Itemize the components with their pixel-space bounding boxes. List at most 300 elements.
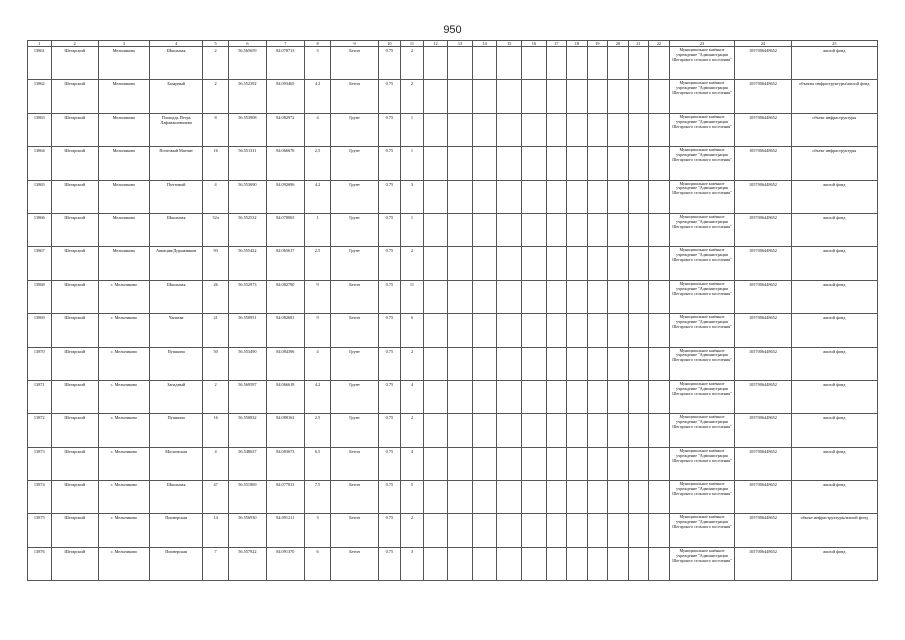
empty-cell [587, 280, 608, 313]
length-cell: 1 [304, 213, 331, 246]
empty-cell [649, 280, 670, 313]
empty-cell [472, 80, 497, 113]
column-number: 25 [791, 41, 877, 47]
empty-cell [587, 414, 608, 447]
empty-cell [497, 280, 522, 313]
longitude-cell: 84.066618 [266, 380, 304, 413]
empty-cell [649, 414, 670, 447]
empty-cell [522, 80, 547, 113]
empty-cell [472, 113, 497, 146]
row-id: 13869 [28, 314, 52, 347]
longitude-cell: 84.082681 [266, 314, 304, 347]
column-number: 5 [203, 41, 229, 47]
empty-cell [423, 213, 448, 246]
width-cell: 0.75 [378, 514, 401, 547]
width-cell: 0.75 [378, 80, 401, 113]
empty-cell [448, 113, 473, 146]
purpose-cell: жилой фонд [791, 547, 877, 580]
empty-cell [497, 414, 522, 447]
column-number: 3 [98, 41, 149, 47]
table-row [28, 414, 878, 447]
latitude-cell: 56.556930 [228, 514, 266, 547]
empty-cell [448, 247, 473, 280]
purpose-cell: жилой фонд [791, 481, 877, 514]
table-row [28, 113, 878, 146]
cover-cell: Бетон [331, 547, 378, 580]
empty-cell [522, 247, 547, 280]
width-cell: 0.75 [378, 280, 401, 313]
longitude-cell: 84.066676 [266, 147, 304, 180]
house-cell: 26 [203, 280, 229, 313]
owner-organization-cell: Муниципальное казённое учреждение "Администрация Шегарского сельского поселения" [669, 113, 735, 146]
district-cell: Шегарский [51, 180, 98, 213]
column-number: 7 [266, 41, 304, 47]
count-cell: 3 [401, 180, 424, 213]
empty-cell [608, 247, 629, 280]
empty-cell [649, 113, 670, 146]
empty-cell [522, 447, 547, 480]
empty-cell [423, 247, 448, 280]
length-cell: 9 [304, 314, 331, 347]
district-cell: Шегарский [51, 414, 98, 447]
ogrn-cell: 1057006448652 [735, 347, 791, 380]
column-number: 14 [472, 41, 497, 47]
house-cell: 16 [203, 414, 229, 447]
empty-cell [567, 280, 588, 313]
row-id: 13866 [28, 213, 52, 246]
empty-cell [608, 414, 629, 447]
empty-cell [497, 314, 522, 347]
district-cell: Шегарский [51, 47, 98, 80]
column-number: 13 [448, 41, 473, 47]
empty-cell [628, 213, 649, 246]
street-cell: Школьная [150, 213, 203, 246]
empty-cell [608, 314, 629, 347]
ogrn-cell: 1057006448652 [735, 280, 791, 313]
street-cell: Пионерская [150, 547, 203, 580]
empty-cell [587, 547, 608, 580]
table-row [28, 314, 878, 347]
latitude-cell: 56.555422 [228, 247, 266, 280]
empty-cell [608, 47, 629, 80]
empty-cell [546, 147, 567, 180]
district-cell: Шегарский [51, 113, 98, 146]
empty-cell [448, 314, 473, 347]
empty-cell [423, 314, 448, 347]
empty-cell [628, 414, 649, 447]
purpose-cell: объекты инфраструктуры/жилой фонд [791, 80, 877, 113]
count-cell: 4 [401, 380, 424, 413]
table-row [28, 247, 878, 280]
cover-cell: Бетон [331, 80, 378, 113]
longitude-cell: 84.088162 [266, 414, 304, 447]
table-row [28, 80, 878, 113]
locality-cell: с. Мельниково [98, 481, 149, 514]
empty-cell [567, 514, 588, 547]
empty-cell [448, 213, 473, 246]
empty-cell [497, 213, 522, 246]
empty-cell [448, 481, 473, 514]
empty-cell [423, 447, 448, 480]
street-cell: Пушкина [150, 414, 203, 447]
length-cell: 2.5 [304, 247, 331, 280]
table-row [28, 280, 878, 313]
empty-cell [567, 47, 588, 80]
district-cell: Шегарский [51, 514, 98, 547]
empty-cell [522, 414, 547, 447]
empty-cell [649, 447, 670, 480]
house-cell: 2 [203, 380, 229, 413]
empty-cell [497, 447, 522, 480]
empty-cell [567, 347, 588, 380]
empty-cell [649, 47, 670, 80]
empty-cell [628, 347, 649, 380]
owner-organization-cell: Муниципальное казённое учреждение "Администрация Шегарского сельского поселения" [669, 147, 735, 180]
empty-cell [567, 314, 588, 347]
latitude-cell: 56.569597 [228, 380, 266, 413]
width-cell: 0.75 [378, 180, 401, 213]
district-cell: Шегарский [51, 147, 98, 180]
length-cell: 4 [304, 113, 331, 146]
latitude-cell: 56.552392 [228, 80, 266, 113]
length-cell: 4,2 [304, 380, 331, 413]
empty-cell [448, 380, 473, 413]
column-number: 24 [735, 41, 791, 47]
column-number: 2 [51, 41, 98, 47]
empty-cell [497, 514, 522, 547]
cover-cell: Грунт [331, 247, 378, 280]
empty-cell [587, 447, 608, 480]
table-row [28, 213, 878, 246]
ogrn-cell: 1057006448652 [735, 213, 791, 246]
cover-cell: Грунт [331, 113, 378, 146]
length-cell: 7.5 [304, 481, 331, 514]
empty-cell [522, 547, 547, 580]
count-cell: 11 [401, 280, 424, 313]
empty-cell [587, 113, 608, 146]
count-cell: 2 [401, 514, 424, 547]
empty-cell [423, 47, 448, 80]
ogrn-cell: 1057006448652 [735, 514, 791, 547]
empty-cell [472, 280, 497, 313]
empty-cell [497, 347, 522, 380]
empty-cell [587, 514, 608, 547]
cover-cell: Бетон [331, 514, 378, 547]
empty-cell [522, 481, 547, 514]
width-cell: 0.75 [378, 547, 401, 580]
longitude-cell: 84.077813 [266, 481, 304, 514]
ogrn-cell: 1057006448652 [735, 314, 791, 347]
empty-cell [546, 547, 567, 580]
purpose-cell: жилой фонд [791, 247, 877, 280]
empty-cell [423, 380, 448, 413]
latitude-cell: 56.553690 [228, 180, 266, 213]
count-cell: 3 [401, 547, 424, 580]
locality-cell: Мельниково [98, 247, 149, 280]
table-row [28, 481, 878, 514]
empty-cell [608, 481, 629, 514]
empty-cell [628, 147, 649, 180]
cover-cell: Грунт [331, 414, 378, 447]
empty-cell [472, 514, 497, 547]
length-cell: 9 [304, 280, 331, 313]
row-id: 13863 [28, 113, 52, 146]
empty-cell [546, 380, 567, 413]
empty-cell [649, 481, 670, 514]
cover-cell: Бетон [331, 447, 378, 480]
empty-cell [567, 247, 588, 280]
length-cell: 4 [304, 347, 331, 380]
column-number: 21 [628, 41, 649, 47]
empty-cell [546, 80, 567, 113]
empty-cell [628, 113, 649, 146]
cover-cell: Бетон [331, 481, 378, 514]
locality-cell: Мельниково [98, 180, 149, 213]
empty-cell [608, 80, 629, 113]
street-cell: Площадь Петра Лафанашевичева [150, 113, 203, 146]
empty-cell [628, 80, 649, 113]
empty-cell [587, 314, 608, 347]
house-cell: 8 [203, 113, 229, 146]
empty-cell [522, 314, 547, 347]
row-id: 13874 [28, 481, 52, 514]
owner-organization-cell: Муниципальное казённое учреждение "Администрация Шегарского сельского поселения" [669, 247, 735, 280]
empty-cell [587, 380, 608, 413]
empty-cell [448, 414, 473, 447]
ogrn-cell: 1057006448652 [735, 147, 791, 180]
table-row [28, 514, 878, 547]
latitude-cell: 56.552973 [228, 280, 266, 313]
count-cell: 2 [401, 80, 424, 113]
empty-cell [546, 414, 567, 447]
locality-cell: с. Мельниково [98, 514, 149, 547]
empty-cell [567, 481, 588, 514]
street-cell: Пушкина [150, 347, 203, 380]
empty-cell [567, 414, 588, 447]
longitude-cell: 84.078713 [266, 47, 304, 80]
empty-cell [587, 247, 608, 280]
cover-cell: Грунт [331, 180, 378, 213]
empty-cell [546, 280, 567, 313]
row-id: 13865 [28, 180, 52, 213]
column-number: 9 [331, 41, 378, 47]
empty-cell [497, 147, 522, 180]
district-cell: Шегарский [51, 80, 98, 113]
empty-cell [448, 180, 473, 213]
district-cell: Шегарский [51, 547, 98, 580]
count-cell: 4 [401, 447, 424, 480]
table-row [28, 147, 878, 180]
ogrn-cell: 1057006448652 [735, 80, 791, 113]
street-cell: Школьная [150, 481, 203, 514]
empty-cell [628, 547, 649, 580]
empty-cell [649, 80, 670, 113]
column-number: 10 [378, 41, 401, 47]
ogrn-cell: 1057006448652 [735, 47, 791, 80]
empty-cell [628, 47, 649, 80]
ogrn-cell: 1057006448652 [735, 247, 791, 280]
owner-organization-cell: Муниципальное казённое учреждение "Администрация Шегарского сельского поселения" [669, 447, 735, 480]
house-cell: 7 [203, 547, 229, 580]
cover-cell: Грунт [331, 147, 378, 180]
empty-cell [423, 514, 448, 547]
empty-cell [546, 247, 567, 280]
latitude-cell: 56.565659 [228, 47, 266, 80]
row-id: 13876 [28, 547, 52, 580]
empty-cell [472, 414, 497, 447]
latitude-cell: 56.550832 [228, 414, 266, 447]
length-cell: 3 [304, 514, 331, 547]
empty-cell [587, 80, 608, 113]
cover-cell: Бетон [331, 280, 378, 313]
house-cell: 4 [203, 447, 229, 480]
owner-organization-cell: Муниципальное казённое учреждение "Администрация Шегарского сельского поселения" [669, 47, 735, 80]
longitude-cell: 84.082972 [266, 113, 304, 146]
width-cell: 0.75 [378, 347, 401, 380]
purpose-cell: жилой фонд [791, 280, 877, 313]
house-cell: 14 [203, 514, 229, 547]
empty-cell [608, 514, 629, 547]
empty-cell [608, 380, 629, 413]
purpose-cell: объект инфраструктуры [791, 113, 877, 146]
table-row [28, 447, 878, 480]
length-cell: 4.2 [304, 180, 331, 213]
empty-cell [497, 47, 522, 80]
column-number: 16 [522, 41, 547, 47]
house-cell: 21 [203, 314, 229, 347]
latitude-cell: 56.557922 [228, 547, 266, 580]
owner-organization-cell: Муниципальное казённое учреждение "Администрация Шегарского сельского поселения" [669, 380, 735, 413]
empty-cell [649, 147, 670, 180]
latitude-cell: 56.551311 [228, 147, 266, 180]
length-cell: 4.2 [304, 80, 331, 113]
owner-organization-cell: Муниципальное казённое учреждение "Администрация Шегарского сельского поселения" [669, 481, 735, 514]
table-row [28, 47, 878, 80]
owner-organization-cell: Муниципальное казённое учреждение "Администрация Шегарского сельского поселения" [669, 514, 735, 547]
street-cell: Московская [150, 447, 203, 480]
empty-cell [472, 213, 497, 246]
district-cell: Шегарский [51, 447, 98, 480]
empty-cell [608, 180, 629, 213]
empty-cell [472, 47, 497, 80]
cover-cell: Грунт [331, 213, 378, 246]
empty-cell [546, 447, 567, 480]
empty-cell [587, 481, 608, 514]
empty-cell [522, 280, 547, 313]
locality-cell: Мельниково [98, 147, 149, 180]
count-cell: 2 [401, 347, 424, 380]
purpose-cell: жилой фонд [791, 447, 877, 480]
empty-cell [649, 314, 670, 347]
count-cell: 5 [401, 481, 424, 514]
empty-cell [423, 113, 448, 146]
width-cell: 0.75 [378, 47, 401, 80]
empty-cell [448, 547, 473, 580]
street-cell: Школьная [150, 47, 203, 80]
longitude-cell: 84.084396 [266, 347, 304, 380]
locality-cell: с. Мельниково [98, 280, 149, 313]
width-cell: 0.75 [378, 247, 401, 280]
empty-cell [628, 247, 649, 280]
district-cell: Шегарский [51, 314, 98, 347]
ogrn-cell: 1057006448652 [735, 481, 791, 514]
width-cell: 0.75 [378, 380, 401, 413]
column-number: 18 [567, 41, 588, 47]
ogrn-cell: 1057006448652 [735, 414, 791, 447]
owner-organization-cell: Муниципальное казённое учреждение "Администрация Шегарского сельского поселения" [669, 414, 735, 447]
empty-cell [448, 514, 473, 547]
cover-cell: Грунт [331, 347, 378, 380]
row-id: 13862 [28, 80, 52, 113]
longitude-cell: 84.083673 [266, 447, 304, 480]
column-number: 4 [150, 41, 203, 47]
locality-cell: с. Мельниково [98, 414, 149, 447]
empty-cell [423, 414, 448, 447]
empty-cell [522, 180, 547, 213]
empty-cell [423, 280, 448, 313]
empty-cell [472, 180, 497, 213]
empty-cell [497, 180, 522, 213]
empty-cell [448, 147, 473, 180]
count-cell: 2 [401, 47, 424, 80]
count-cell: 1 [401, 213, 424, 246]
row-id: 13867 [28, 247, 52, 280]
locality-cell: с. Мельниково [98, 447, 149, 480]
empty-cell [649, 547, 670, 580]
street-cell: Почтовый [150, 180, 203, 213]
empty-cell [628, 447, 649, 480]
empty-cell [472, 380, 497, 413]
row-id: 13861 [28, 47, 52, 80]
column-number: 8 [304, 41, 331, 47]
longitude-cell: 84.091370 [266, 547, 304, 580]
table-body [28, 47, 878, 581]
purpose-cell: объект инфраструктуры/жилой фонд [791, 514, 877, 547]
owner-organization-cell: Муниципальное казённое учреждение "Администрация Шегарского сельского поселения" [669, 180, 735, 213]
locality-cell: Мельниково [98, 47, 149, 80]
locality-cell: с. Мельниково [98, 547, 149, 580]
empty-cell [567, 147, 588, 180]
empty-cell [448, 80, 473, 113]
latitude-cell: 56.550951 [228, 314, 266, 347]
purpose-cell: жилой фонд [791, 314, 877, 347]
empty-cell [567, 213, 588, 246]
row-id: 13872 [28, 414, 52, 447]
purpose-cell: жилой фонд [791, 47, 877, 80]
empty-cell [472, 347, 497, 380]
longitude-cell: 84.093465 [266, 80, 304, 113]
ogrn-cell: 1057006448652 [735, 380, 791, 413]
owner-organization-cell: Муниципальное казённое учреждение "Администрация Шегарского сельского поселения" [669, 314, 735, 347]
longitude-cell: 84.082790 [266, 280, 304, 313]
empty-cell [472, 314, 497, 347]
cover-cell: Грунт [331, 380, 378, 413]
purpose-cell: жилой фонд [791, 213, 877, 246]
empty-cell [649, 514, 670, 547]
empty-cell [649, 213, 670, 246]
street-cell: Школьная [150, 280, 203, 313]
owner-organization-cell: Муниципальное казённое учреждение "Администрация Шегарского сельского поселения" [669, 347, 735, 380]
locality-cell: с. Мельниково [98, 380, 149, 413]
empty-cell [628, 314, 649, 347]
width-cell: 0.75 [378, 113, 401, 146]
empty-cell [448, 47, 473, 80]
longitude-cell: 84.065617 [266, 247, 304, 280]
owner-organization-cell: Муниципальное казённое учреждение "Администрация Шегарского сельского поселения" [669, 547, 735, 580]
longitude-cell: 84.091211 [266, 514, 304, 547]
empty-cell [546, 347, 567, 380]
empty-cell [546, 213, 567, 246]
